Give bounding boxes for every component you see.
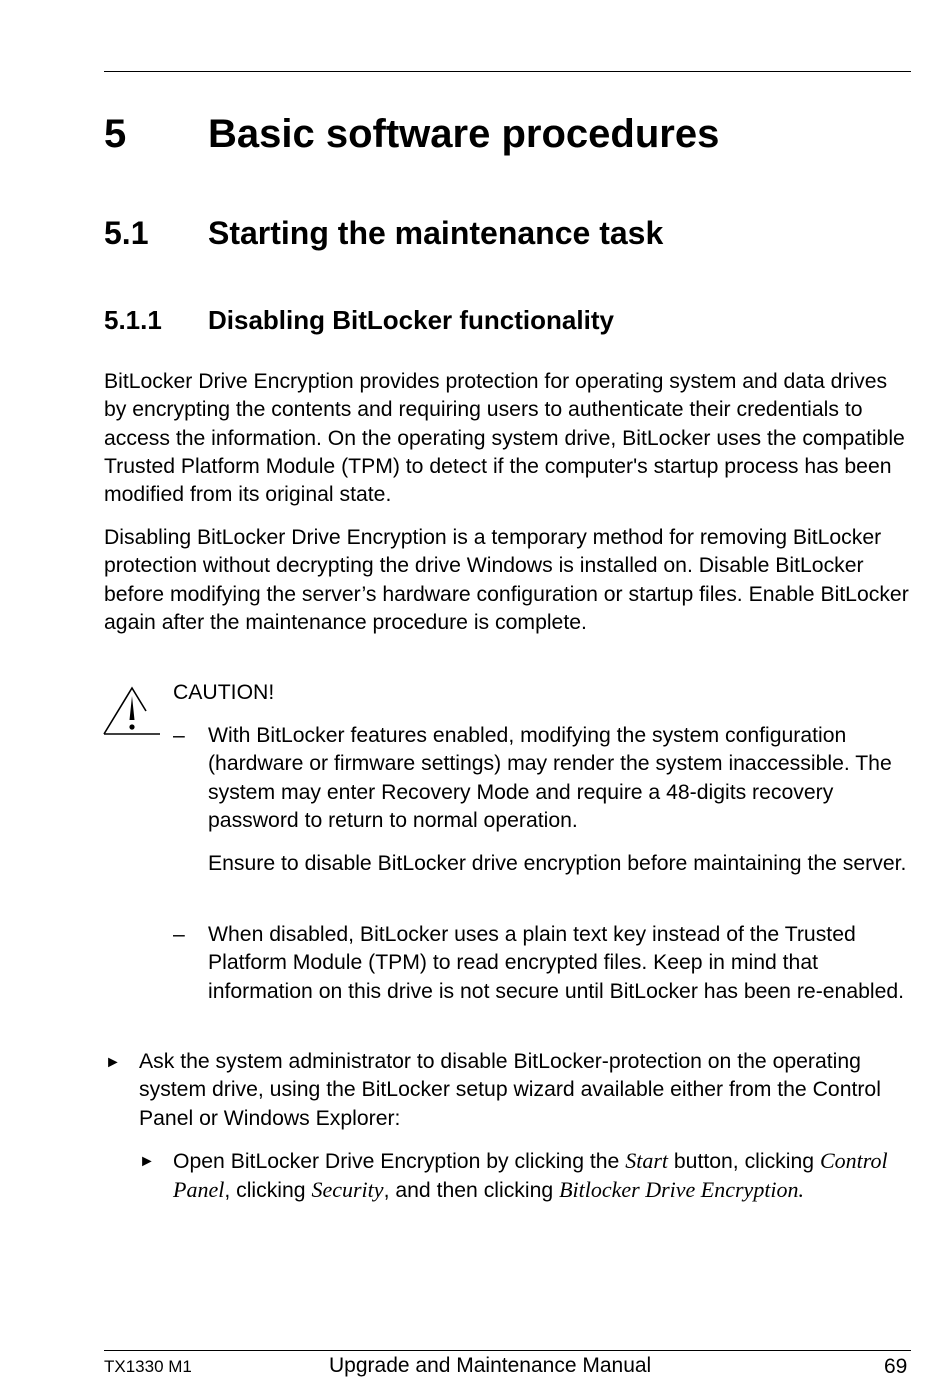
caution-warning-icon [102,684,162,740]
caution-dash-2: – [173,923,185,946]
footer-manual-title: Upgrade and Maintenance Manual [329,1354,652,1377]
substep-arrow-icon: ► [139,1153,155,1170]
section-number: 5.1 [104,215,149,251]
caution-item-1-note: Ensure to disable BitLocker drive encryption before maintaining the server. [208,852,907,875]
header-rule [104,71,911,72]
step-2-text-d: , and then clicking [383,1179,560,1203]
step-1-text: Ask the system administrator to disable BitLocker-protection on the operating system drive, using the BitLocker setup wizard available either from the Control Panel or Windows Explorer: [139,1050,881,1130]
footer-model: TX1330 M1 [104,1357,192,1376]
footer-rule [104,1350,911,1351]
control-panel-reference: Control Panel [173,1148,888,1203]
subsection-number: 5.1.1 [104,305,162,335]
step-2-text-e: . [798,1177,805,1203]
chapter-number: 5 [104,112,127,156]
body-paragraph-2: Disabling BitLocker Drive Encryption is a temporary method for removing BitLocker protection without decrypting the drive Windows is installed on. Disable BitLocker before modifying the server’s hardware configuration or startup files. Enable BitLocker again after the maintenance procedure is complete. [104,526,909,634]
chapter-title: Basic software procedures [208,112,720,156]
section-title: Starting the maintenance task [208,215,664,251]
step-2-text-a: Open BitLocker Drive Encryption by clicking the [173,1150,626,1173]
step-2-text-b: button, clicking [668,1150,820,1173]
subsection-title: Disabling BitLocker functionality [208,305,614,335]
caution-item-1: With BitLocker features enabled, modifying the system configuration (hardware or firmware settings) may render the system inaccessible. The system may enter Recovery Mode and require a 48-digits recovery password to return to normal operation. [208,724,892,832]
caution-item-2: When disabled, BitLocker uses a plain text key instead of the Trusted Platform Module (TPM) to read encrypted files. Keep in mind that information on this drive is not secure until BitLocker has been re-enabled. [208,923,905,1003]
footer-page-number: 69 [884,1355,908,1378]
step-2-text-c: , clicking [224,1179,312,1203]
body-paragraph-1: BitLocker Drive Encryption provides protection for operating system and data drives by encrypting the contents and requiring users to authenticate their credentials to access the information. On the operating system drive, BitLocker uses the compatible Trusted Platform Module (TPM) to detect if the computer's startup process has been modified from its original state. [104,370,905,507]
security-reference: Security [311,1177,384,1203]
caution-title: CAUTION! [173,681,275,704]
bitlocker-reference: Bitlocker Drive Encryption [559,1177,799,1203]
step-2-text [173,1147,913,1206]
step-arrow-icon: ► [105,1054,121,1071]
caution-dash-1: – [173,724,185,747]
start-button-reference: Start [625,1148,668,1173]
